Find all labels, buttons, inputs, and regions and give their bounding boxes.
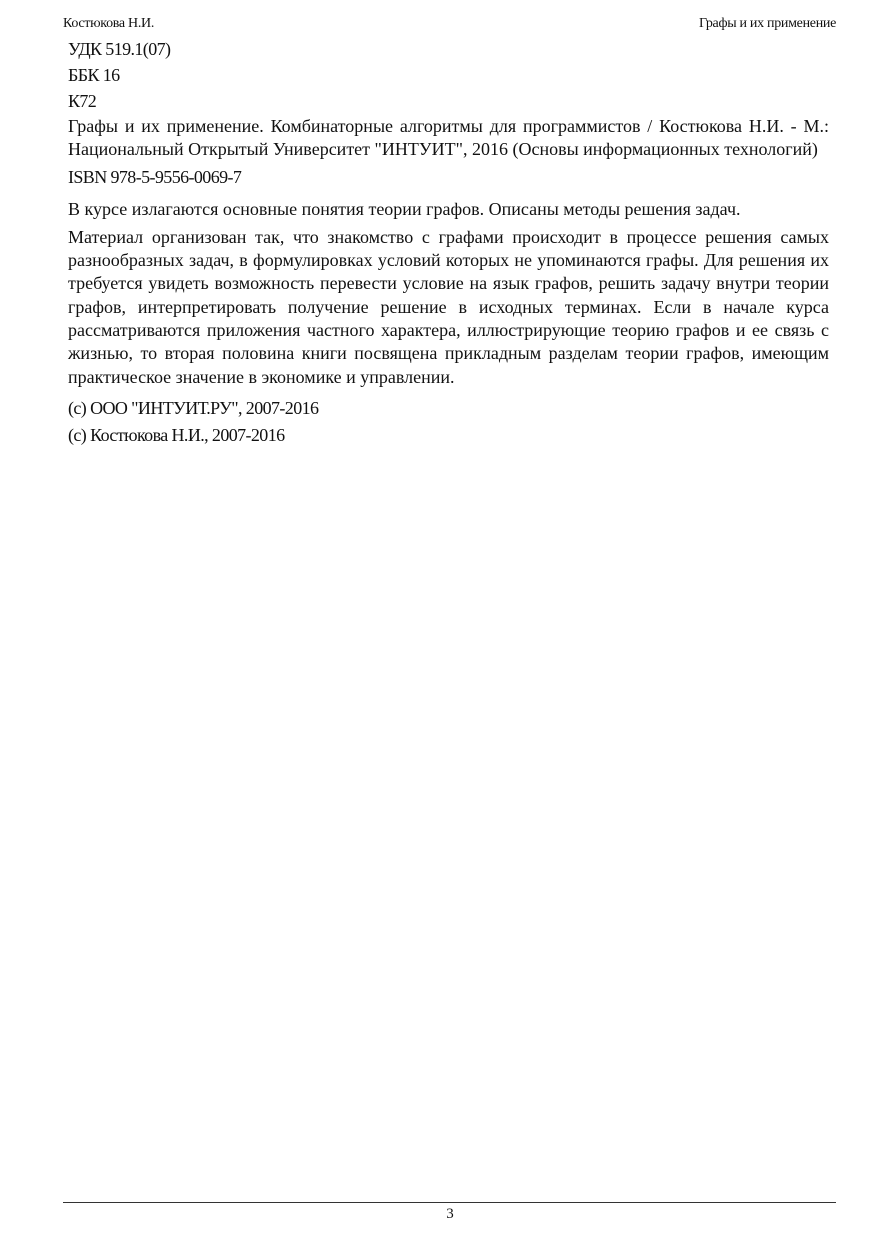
footer-divider — [63, 1202, 836, 1203]
page-number: 3 — [446, 1206, 454, 1222]
abstract-paragraph-1: В курсе излагаются основные понятия теории графов. Описаны методы решения задач. — [68, 198, 741, 219]
copyright-publisher: (c) ООО "ИНТУИТ.РУ", 2007-2016 — [68, 397, 319, 418]
abstract-paragraph-2: Материал организован так, что знакомство с графами происходит в процессе решения самых разнообразных задач, в формулировках условий которых не упоминаются графы. Для решения их требуется увидеть возможность перевести условие на язык графов, решить задачу внутри теории графов, интерпретировать получение решение в исходных терминах. Если в начале курса рассматриваются приложения частного характера, иллюстрирующие теорию графов и ее связь с жизнью, то вторая половина книги посвящена прикладным разделам теории графов, имеющим практическое значение в экономике и управлении. — [68, 226, 829, 387]
bibliographic-record: Графы и их применение. Комбинаторные алгоритмы для программистов / Костюкова Н.И. - М.: Национальный Открытый Университет "ИНТУИТ", 2016 (Основы информационных технологий) — [68, 116, 829, 160]
author-mark: К72 — [68, 91, 97, 111]
bbk-code: ББК 16 — [68, 65, 120, 85]
header-title: Графы и их применение — [698, 16, 836, 31]
udk-code: УДК 519.1(07) — [68, 39, 171, 59]
isbn: ISBN 978-5-9556-0069-7 — [68, 166, 242, 187]
page-content — [68, 37, 829, 450]
copyright-author: (c) Костюкова Н.И., 2007-2016 — [68, 424, 285, 445]
catalog-block — [68, 37, 829, 115]
running-header — [63, 16, 836, 36]
copyright-block — [68, 396, 829, 450]
header-author: Костюкова Н.И. — [63, 16, 155, 31]
